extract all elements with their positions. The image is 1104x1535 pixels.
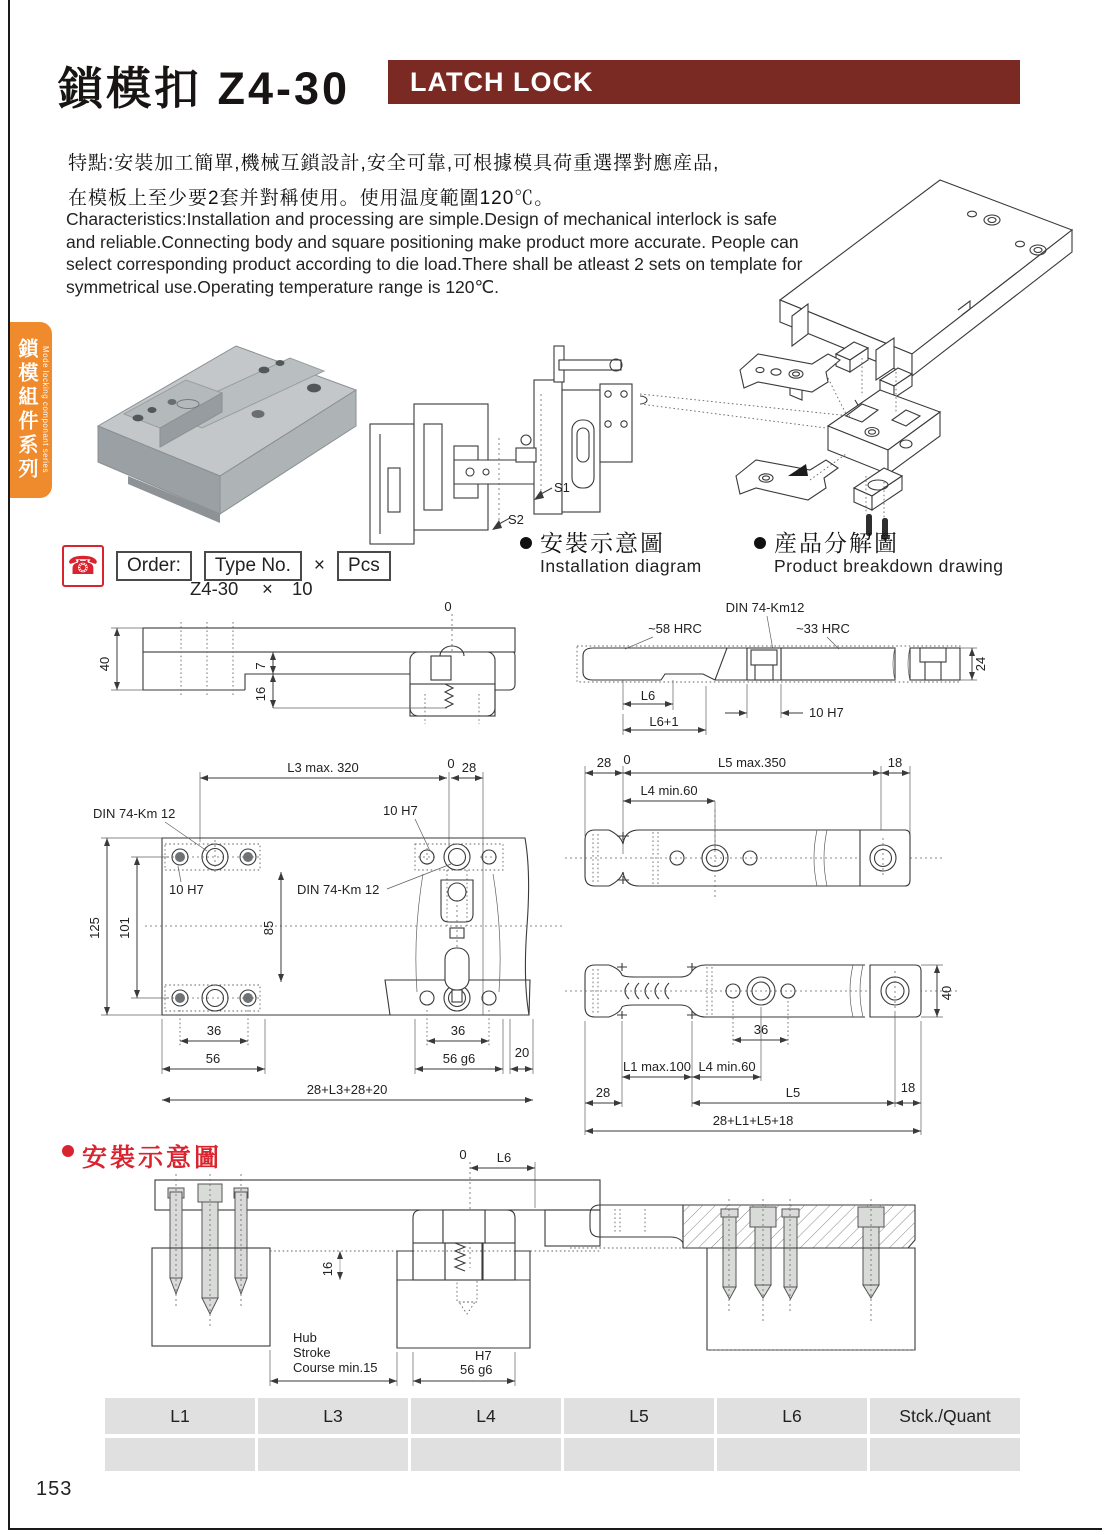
times-sign: ×: [313, 555, 326, 576]
installation-caption-en: Installation diagram: [540, 556, 702, 576]
latch-bar-drawing-bottom: [565, 935, 1104, 1160]
dim-label: H7: [475, 1348, 492, 1363]
type-no-label: Type No.: [204, 551, 302, 581]
dim-label: 24: [973, 656, 988, 672]
dim-label: 40: [939, 985, 954, 1001]
table-header-row: [105, 1398, 1020, 1434]
dim-label: 18: [887, 755, 903, 770]
table-data-row: [105, 1438, 1020, 1471]
dim-label: L4 min.60: [698, 1059, 756, 1074]
table-cell: [258, 1438, 408, 1471]
series-tab: [10, 322, 52, 498]
dim-label: L6+1: [649, 714, 679, 729]
page-title: 鎖模扣 Z4-30: [58, 63, 351, 114]
phone-icon: ☎: [62, 545, 104, 587]
dim-label: 101: [117, 917, 132, 939]
order-example-times: ×: [262, 578, 273, 599]
dim-label: L5: [785, 1085, 801, 1100]
section-drawing-right: [565, 596, 1005, 751]
dim-label: 28: [596, 755, 612, 770]
banner: [388, 60, 1020, 104]
breakdown-caption-en: Product breakdown drawing: [774, 556, 1004, 576]
dim-label: DIN 74-Km12: [725, 600, 805, 615]
table-cell: [564, 1438, 714, 1471]
dim-label: 36: [450, 1023, 466, 1038]
table-cell: [870, 1438, 1020, 1471]
dim-label: Course min.15: [293, 1360, 378, 1375]
dim-label: 125: [87, 917, 102, 939]
dim-label: 40: [97, 656, 112, 672]
dim-label: 0: [447, 756, 455, 771]
pcs-label: Pcs: [337, 551, 391, 581]
order-example-qty: 10: [292, 578, 313, 599]
dim-label: 16: [320, 1261, 335, 1277]
bullet-icon: [520, 537, 532, 549]
dim-label: 56: [205, 1051, 221, 1066]
screws: [168, 1174, 248, 1326]
dim-label: 28+L1+L5+18: [712, 1113, 794, 1128]
breakdown-drawing: [640, 158, 1104, 548]
dim-label: S2: [508, 512, 524, 527]
dim-label: 36: [753, 1022, 769, 1037]
features-line2: 在模板上至少要2套并對稱使用。使用温度範圍120℃。: [68, 188, 555, 209]
dim-label: L6: [640, 688, 656, 703]
breakdown-caption-zh: 産品分解圖: [774, 530, 899, 556]
table-header: L3: [258, 1398, 408, 1434]
dim-label: 10 H7: [383, 803, 418, 818]
install-section-right: [570, 1185, 1104, 1395]
table-header: L6: [717, 1398, 867, 1434]
dim-label: 85: [261, 920, 276, 936]
bullet-icon: [754, 537, 766, 549]
dimension-table: [105, 1398, 1020, 1475]
table-cell: [411, 1438, 561, 1471]
table-header: Stck./Quant: [870, 1398, 1020, 1434]
installation-caption-zh: 安裝示意圖: [540, 530, 665, 556]
dim-label: 36: [206, 1023, 222, 1038]
red-bullet-icon: [62, 1145, 74, 1157]
dim-label: 0: [459, 1148, 467, 1162]
table-cell: [105, 1438, 255, 1471]
dim-label: 10 H7: [169, 882, 204, 897]
banner-label: LATCH LOCK: [410, 67, 594, 97]
breakdown-caption: [754, 530, 1003, 577]
latch-bar-drawing-top: [565, 750, 1104, 935]
dim-label: L1 max.100: [623, 1059, 691, 1074]
dim-label: S1: [554, 480, 570, 495]
dim-label: 28: [595, 1085, 611, 1100]
order-example-type: Z4-30: [190, 578, 239, 599]
dim-label: ~58 HRC: [648, 621, 702, 636]
dim-label: Stroke: [293, 1345, 331, 1360]
dim-label: DIN 74-Km 12: [93, 806, 176, 821]
section-drawing-left: [95, 598, 565, 758]
dim-label: Hub: [293, 1330, 317, 1345]
dim-label: 56 g6: [460, 1362, 493, 1377]
dim-label: 0: [444, 599, 452, 614]
dim-label: 28: [461, 760, 477, 775]
order-label: Order:: [116, 551, 192, 581]
dim-label: L3 max. 320: [287, 760, 359, 775]
dim-label: 0: [623, 752, 631, 767]
product-photo: [68, 318, 368, 536]
plan-drawing: [85, 752, 563, 1137]
table-cell: [717, 1438, 867, 1471]
features-line1: 特點:安裝加工簡單,機械互鎖設計,安全可靠,可根據模具荷重選擇對應産品,: [68, 153, 720, 174]
dim-label: 18: [900, 1080, 916, 1095]
hole-group: [167, 840, 261, 1011]
dim-label: 10 H7: [809, 705, 844, 720]
dim-label: ~33 HRC: [796, 621, 850, 636]
dim-label: 56 g6: [442, 1051, 476, 1066]
dim-label: 16: [253, 686, 268, 702]
dim-label: 7: [253, 662, 268, 670]
dim-label: L6: [496, 1150, 512, 1165]
dim-label: DIN 74-Km 12: [297, 882, 380, 897]
install-section-left: [130, 1148, 610, 1393]
table-header: L1: [105, 1398, 255, 1434]
series-tab-en: Mode locking componant series: [41, 346, 50, 474]
dim-label: L5 max.350: [718, 755, 786, 770]
table-header: L5: [564, 1398, 714, 1434]
table-header: L4: [411, 1398, 561, 1434]
install-section-caption-zh: 安裝示意圖: [82, 1144, 223, 1172]
dim-label: 20: [514, 1045, 530, 1060]
series-tab-zh: 鎖模組件系列: [15, 338, 37, 482]
dim-label: 28+L3+28+20: [306, 1082, 388, 1097]
characteristics-en: Characteristics:Installation and processing are simple.Design of mechanical interlock is safe and reliable.Connecting body and square positioning make product more accurate. People can select corresponding product according to die load.There shall be atleast 2 sets on template for symmetrical use.Operating temperature range is 120℃.: [66, 209, 803, 297]
dim-label: L4 min.60: [640, 783, 698, 798]
features-zh: [68, 146, 719, 216]
page-number: 153: [36, 1478, 73, 1500]
